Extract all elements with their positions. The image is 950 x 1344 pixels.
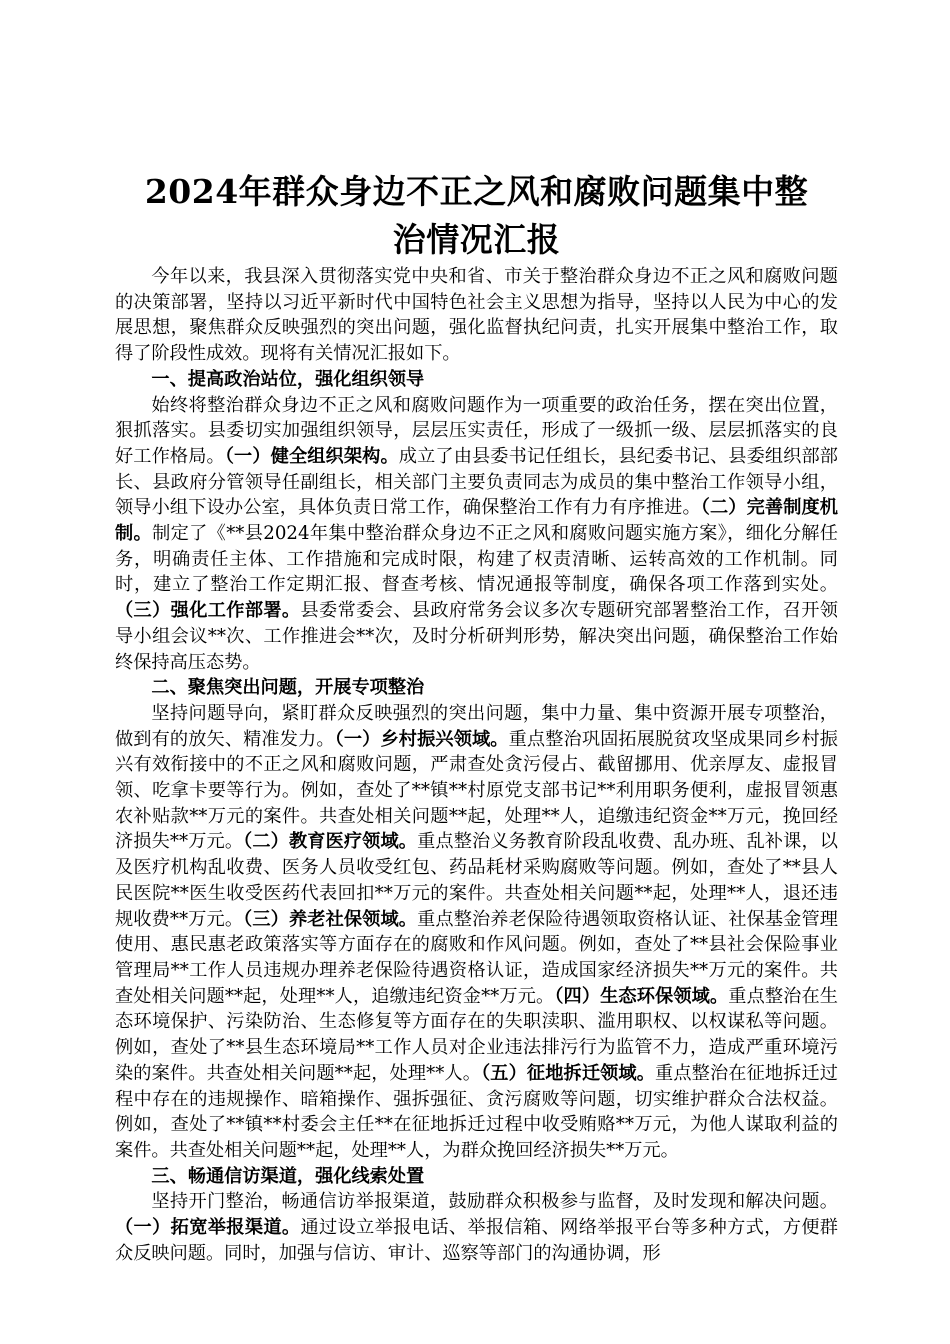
section-2-paragraph bbox=[115, 701, 838, 1164]
section-1-sub-3-text: 县委常委会、县政府常务会议多次专题研究部署整治工作，召开领导小组会议**次、工作推进会**次，及时分析研判形势，解决突出问题，确保整治工作始终保持高压态势。 bbox=[115, 600, 838, 673]
section-1-heading: 一、提高政治站位，强化组织领导 bbox=[151, 368, 425, 390]
section-2-sub-5-title: （五）征地拆迁领域。 bbox=[481, 1062, 656, 1084]
section-2-intro: 坚持问题导向，紧盯群众反映强烈的突出问题，集中力量、集中资源开展专项整治，做到有的放矢、精准发力。 bbox=[115, 702, 838, 750]
section-3-sub-1-text: 通过设立举报电话、举报信箱、网络举报平台等多种方式，方便群众反映问题。同时，加强与信访、审计、巡察等部门的沟通协调，形 bbox=[115, 1217, 838, 1264]
section-2-sub-3-text: 重点整治养老保险待遇领取资格认证、社保基金管理使用、惠民惠老政策落实等方面存在的腐败和作风问题。例如，查处了**县社会保险事业管理局**工作人员违规办理养老保险待遇资格认证，造成国家经济损失**万元的案件。共查处相关问题**起，处理**人，追缴违纪资金**万元。 bbox=[115, 908, 838, 1007]
section-1-sub-1-text: 成立了由县委书记任组长，县纪委书记、县委组织部部长、县政府分管领导任副组长，相关部门主要负责同志为成员的集中整治工作领导小组，领导小组下设办公室，具体负责日常工作，确保整治工作有力有序推进。 bbox=[115, 445, 838, 519]
section-1-paragraph bbox=[115, 393, 838, 676]
intro-paragraph: 今年以来，我县深入贯彻落实党中央和省、市关于整治群众身边不正之风和腐败问题的决策部署，坚持以习近平新时代中国特色社会主义思想为指导，坚持以人民为中心的发展思想，聚焦群众反映强烈的突出问题，强化监督执纪问责，扎实开展集中整治工作，取得了阶段性成效。现将有关情况汇报如下。 bbox=[115, 266, 838, 365]
section-1-sub-3-title: （三）强化工作部署。 bbox=[115, 600, 301, 622]
section-2-sub-5-text: 重点整治在征地拆迁过程中存在的违规操作、暗箱操作、强拆强征、贪污腐败等问题，切实维护群众合法权益。例如，查处了**镇**村委会主任**在征地拆迁过程中收受贿赂**万元，为他人谋取利益的案件。共查处相关问题**起，处理**人，为群众挽回经济损失**万元。 bbox=[115, 1062, 838, 1161]
section-3-sub-1-title: （一）拓宽举报渠道。 bbox=[115, 1217, 301, 1239]
section-2-sub-1-text: 重点整治巩固拓展脱贫攻坚成果同乡村振兴有效衔接中的不正之风和腐败问题，严肃查处贪污侵占、截留挪用、优亲厚友、虚报冒领、吃拿卡要等行为。例如，查处了**镇**村原党支部书记**利用职务便利，虚报冒领惠农补贴款**万元的案件。共查处相关问题**起，处理**人，追缴违纪资金**万元，挽回经济损失**万元。 bbox=[115, 728, 838, 853]
section-2-heading: 二、聚焦突出问题，开展专项整治 bbox=[151, 677, 425, 699]
section-2-sub-2-text: 重点整治义务教育阶段乱收费、乱办班、乱补课，以及医疗机构乱收费、医务人员收受红包、药品耗材采购腐败等问题。例如，查处了**县人民医院**医生收受医药代表回扣**万元的案件。共查处相关问题**起，处理**人，退还违规收费**万元。 bbox=[115, 831, 838, 930]
section-2-sub-4-text: 重点整治在生态环境保护、污染防治、生态修复等方面存在的失职渎职、滥用职权、以权谋私等问题。例如，查处了**县生态环境局**工作人员对企业违法排污行为监管不力，造成严重环境污染的案件。共查处相关问题**起，处理**人。 bbox=[115, 985, 838, 1084]
section-2-sub-2-title: （二）教育医疗领域。 bbox=[243, 831, 418, 853]
section-1-sub-2-text: 制定了《**县2024年集中整治群众身边不正之风和腐败问题实施方案》，细化分解任务，明确责任主体、工作措施和完成时限，构建了权责清晰、运转高效的工作机制。同时，建立了整治工作定期汇报、督查考核、情况通报等制度，确保各项工作落到实处。 bbox=[115, 523, 838, 596]
section-2-sub-4-title: （四）生态环保领域。 bbox=[554, 985, 729, 1007]
document-page bbox=[115, 168, 838, 1266]
section-2-sub-3-title: （三）养老社保领域。 bbox=[243, 908, 418, 930]
section-3-heading: 三、畅通信访渠道，强化线索处置 bbox=[151, 1165, 425, 1187]
document-title bbox=[115, 168, 838, 264]
section-3-intro: 坚持开门整治，畅通信访举报渠道，鼓励群众积极参与监督，及时发现和解决问题。 bbox=[151, 1191, 838, 1213]
section-1-sub-1-title: （一）健全组织架构。 bbox=[224, 445, 399, 467]
title-line-2: 治情况汇报 bbox=[392, 220, 561, 259]
section-2-sub-1-title: （一）乡村振兴领域。 bbox=[334, 728, 509, 750]
section-1-sub-2-title: （二）完善制度机制。 bbox=[115, 497, 838, 545]
section-3-paragraph bbox=[115, 1189, 838, 1266]
title-line-1: 2024年群众身边不正之风和腐败问题集中整 bbox=[144, 172, 809, 211]
section-1-intro: 始终将整治群众身边不正之风和腐败问题作为一项重要的政治任务，摆在突出位置，狠抓落实。县委切实加强组织领导，层层压实责任，形成了一级抓一级、层层抓落实的良好工作格局。 bbox=[115, 394, 838, 467]
